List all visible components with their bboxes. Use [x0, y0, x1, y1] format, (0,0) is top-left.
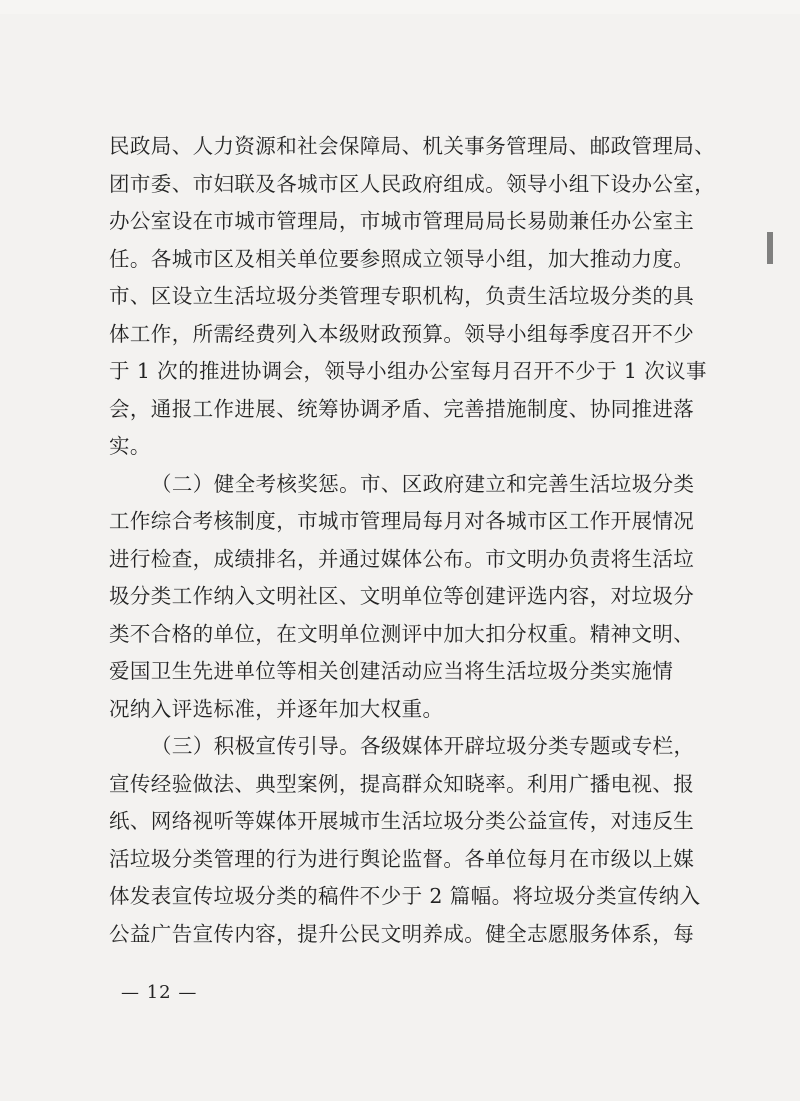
text-line: 会，通报工作进展、统筹协调矛盾、完善措施制度、协同推进落: [109, 396, 695, 421]
text-line: 任。各城市区及相关单位要参照成立领导小组，加大推动力度。: [109, 246, 695, 271]
text-line: 进行检查，成绩排名，并通过媒体公布。市文明办负责将生活垃: [109, 546, 695, 571]
text-line: 实。: [109, 434, 151, 458]
text-line: 体工作，所需经费列入本级财政预算。领导小组每季度召开不少: [109, 321, 695, 346]
text-line: 公益广告宣传内容，提升公民文明养成。健全志愿服务体系，每: [109, 921, 695, 946]
page-top-edge: [0, 0, 800, 14]
text-line: 纸、网络视听等媒体开展城市生活垃圾分类公益宣传，对违反生: [109, 809, 695, 833]
text-line: 办公室设在市城市管理局，市城市管理局局长易勋兼任办公室主: [109, 209, 695, 233]
text-line: 况纳入评选标准，并逐年加大权重。: [109, 696, 444, 721]
text-line: 圾分类工作纳入文明社区、文明单位等创建评选内容，对垃圾分: [109, 584, 695, 608]
text-line: 于 1 次的推进协调会，领导小组办公室每月召开不少于 1 次议事: [109, 359, 707, 383]
scan-mark: [767, 232, 773, 264]
section-heading-line: （三）积极宣传引导。各级媒体开辟垃圾分类专题或专栏，: [151, 734, 695, 758]
text-line: 民政局、人力资源和社会保障局、机关事务管理局、邮政管理局、: [109, 134, 716, 158]
body-text: [109, 128, 716, 953]
text-line: 活垃圾分类管理的行为进行舆论监督。各单位每月在市级以上媒: [109, 846, 695, 871]
text-line: 工作综合考核制度，市城市管理局每月对各城市区工作开展情况: [109, 509, 695, 533]
text-line: 体发表宣传垃圾分类的稿件不少于 2 篇幅。将垃圾分类宣传纳入: [109, 884, 701, 908]
text-line: 宣传经验做法、典型案例，提高群众知晓率。利用广播电视、报: [109, 771, 695, 796]
page-number: — 12 —: [121, 982, 198, 1003]
text-line: 市、区设立生活垃圾分类管理专职机构，负责生活垃圾分类的具: [109, 284, 695, 308]
text-line: 团市委、市妇联及各城市区人民政府组成。领导小组下设办公室，: [109, 171, 716, 196]
text-line: 爱国卫生先进单位等相关创建活动应当将生活垃圾分类实施情: [109, 659, 674, 683]
text-line: 类不合格的单位，在文明单位测评中加大扣分权重。精神文明、: [109, 621, 695, 646]
section-heading-line: （二）健全考核奖惩。市、区政府建立和完善生活垃圾分类: [151, 471, 695, 496]
